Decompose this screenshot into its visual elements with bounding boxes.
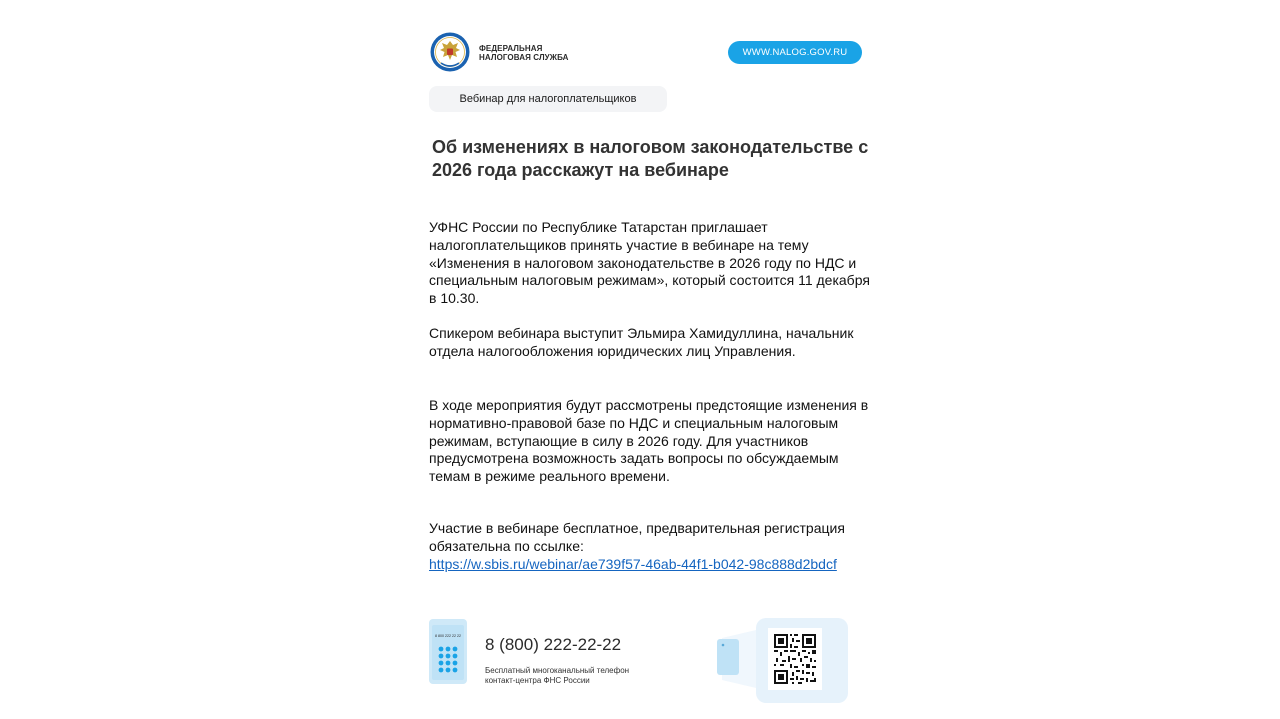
org-name-line2: НАЛОГОВАЯ СЛУЖБА [479,53,569,62]
phone-screen-number: 8 800 222 22 22 [435,634,461,638]
paragraph-registration [429,520,879,573]
hotline-description [485,666,629,686]
org-name-line1: ФЕДЕРАЛЬНАЯ [479,44,543,53]
qr-code-icon [768,628,822,690]
paragraph-invitation: УФНС России по Республике Татарстан приглашает налогоплательщиков принять участие в вебинаре на тему «Изменения в налоговом законодательстве в 2026 году по НДС и специальным налоговым режимам», который состоится 11 декабря в 10.30. [429,219,870,307]
category-tag: Вебинар для налогоплательщиков [429,86,667,112]
paragraph-topics: В ходе мероприятия будут рассмотрены предстоящие изменения в нормативно-правовой базе по НДС и специальным налоговым режимам, вступающие в силу в 2026 году. Для участников предусмотрена возможность задать вопросы по обсуждаемым темам в режиме реального времени. [429,397,869,485]
qr-code-container[interactable] [768,628,822,690]
article-title: Об изменениях в налоговом законодательстве с 2026 года расскажут на вебинаре [432,137,869,180]
fns-emblem-icon [430,32,470,72]
hotline-description-line2: контакт-центра ФНС России [485,676,590,685]
website-link-button[interactable]: WWW.NALOG.GOV.RU [728,41,862,64]
registration-link[interactable]: https://w.sbis.ru/webinar/ae739f57-46ab-44f1-b042-98c888d2bdcf [429,555,837,572]
hotline-phone-number: 8 (800) 222-22-22 [485,635,622,654]
organization-name [479,44,569,62]
registration-text: Участие в вебинаре бесплатное, предварительная регистрация обязательна по ссылке: [429,520,845,554]
phone-icon [429,619,467,684]
hotline-description-line1: Бесплатный многоканальный телефон [485,666,630,675]
paragraph-speaker: Спикером вебинара выступит Эльмира Хамидуллина, начальник отдела налогообложения юридических лиц Управления. [429,325,854,359]
